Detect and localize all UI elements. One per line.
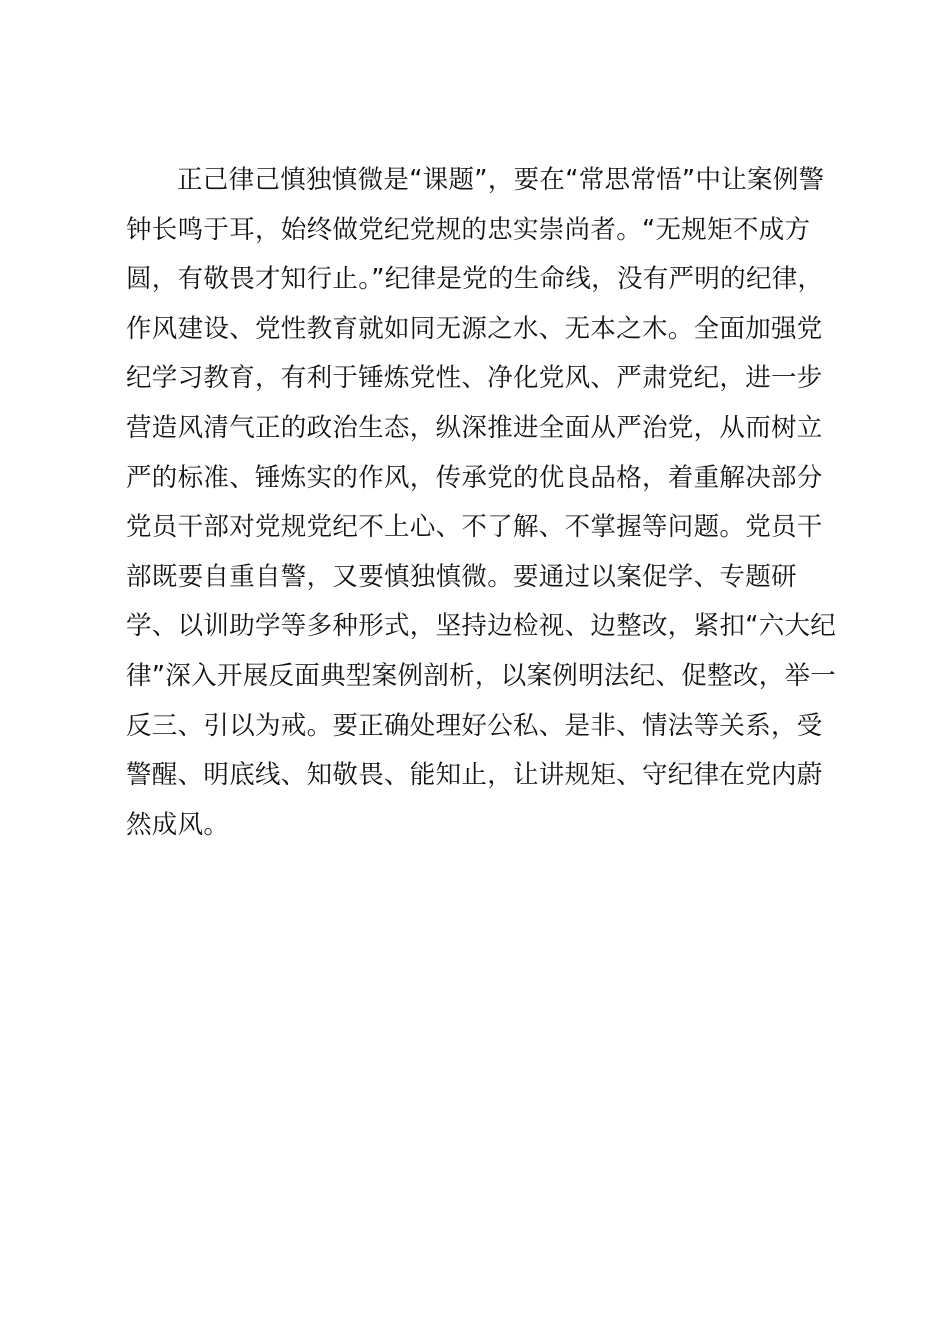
paragraph-line: 正己律己慎独慎微是“课题”，要在“常思常悟”中让案例警 [177, 165, 825, 195]
paragraph-line: 反三、引以为戒。要正确处理好公私、是非、情法等关系，受 [126, 710, 823, 741]
paragraph-line: 部既要自重自警，又要慎独慎微。要通过以案促学、专题研 [126, 561, 797, 592]
paragraph-line: 作风建设、党性教育就如同无源之水、无本之木。全面加强党 [126, 313, 823, 344]
paragraph-line: 圆，有敬畏才知行止。”纪律是党的生命线，没有严明的纪律， [126, 264, 824, 295]
paragraph-line: 警醒、明底线、知敬畏、能知止，让讲规矩、守纪律在党内蔚 [126, 760, 823, 791]
paragraph-line: 钟长鸣于耳，始终做党纪党规的忠实崇尚者。“无规矩不成方 [126, 214, 811, 245]
body-paragraph [126, 156, 836, 850]
paragraph-line: 纪学习教育，有利于锤炼党性、净化党风、严肃党纪，进一步 [126, 363, 823, 394]
paragraph-line: 严的标准、锤炼实的作风，传承党的优良品格，着重解决部分 [126, 462, 823, 493]
paragraph-line: 营造风清气正的政治生态，纵深推进全面从严治党，从而树立 [126, 412, 823, 443]
paragraph-line: 律”深入开展反面典型案例剖析，以案例明法纪、促整改，举一 [126, 660, 837, 691]
paragraph-line: 党员干部对党规党纪不上心、不了解、不掌握等问题。党员干 [126, 512, 823, 543]
paragraph-line: 学、以训助学等多种形式，坚持边检视、边整改，紧扣“六大纪 [126, 611, 837, 642]
paragraph-line: 然成风。 [126, 809, 230, 840]
